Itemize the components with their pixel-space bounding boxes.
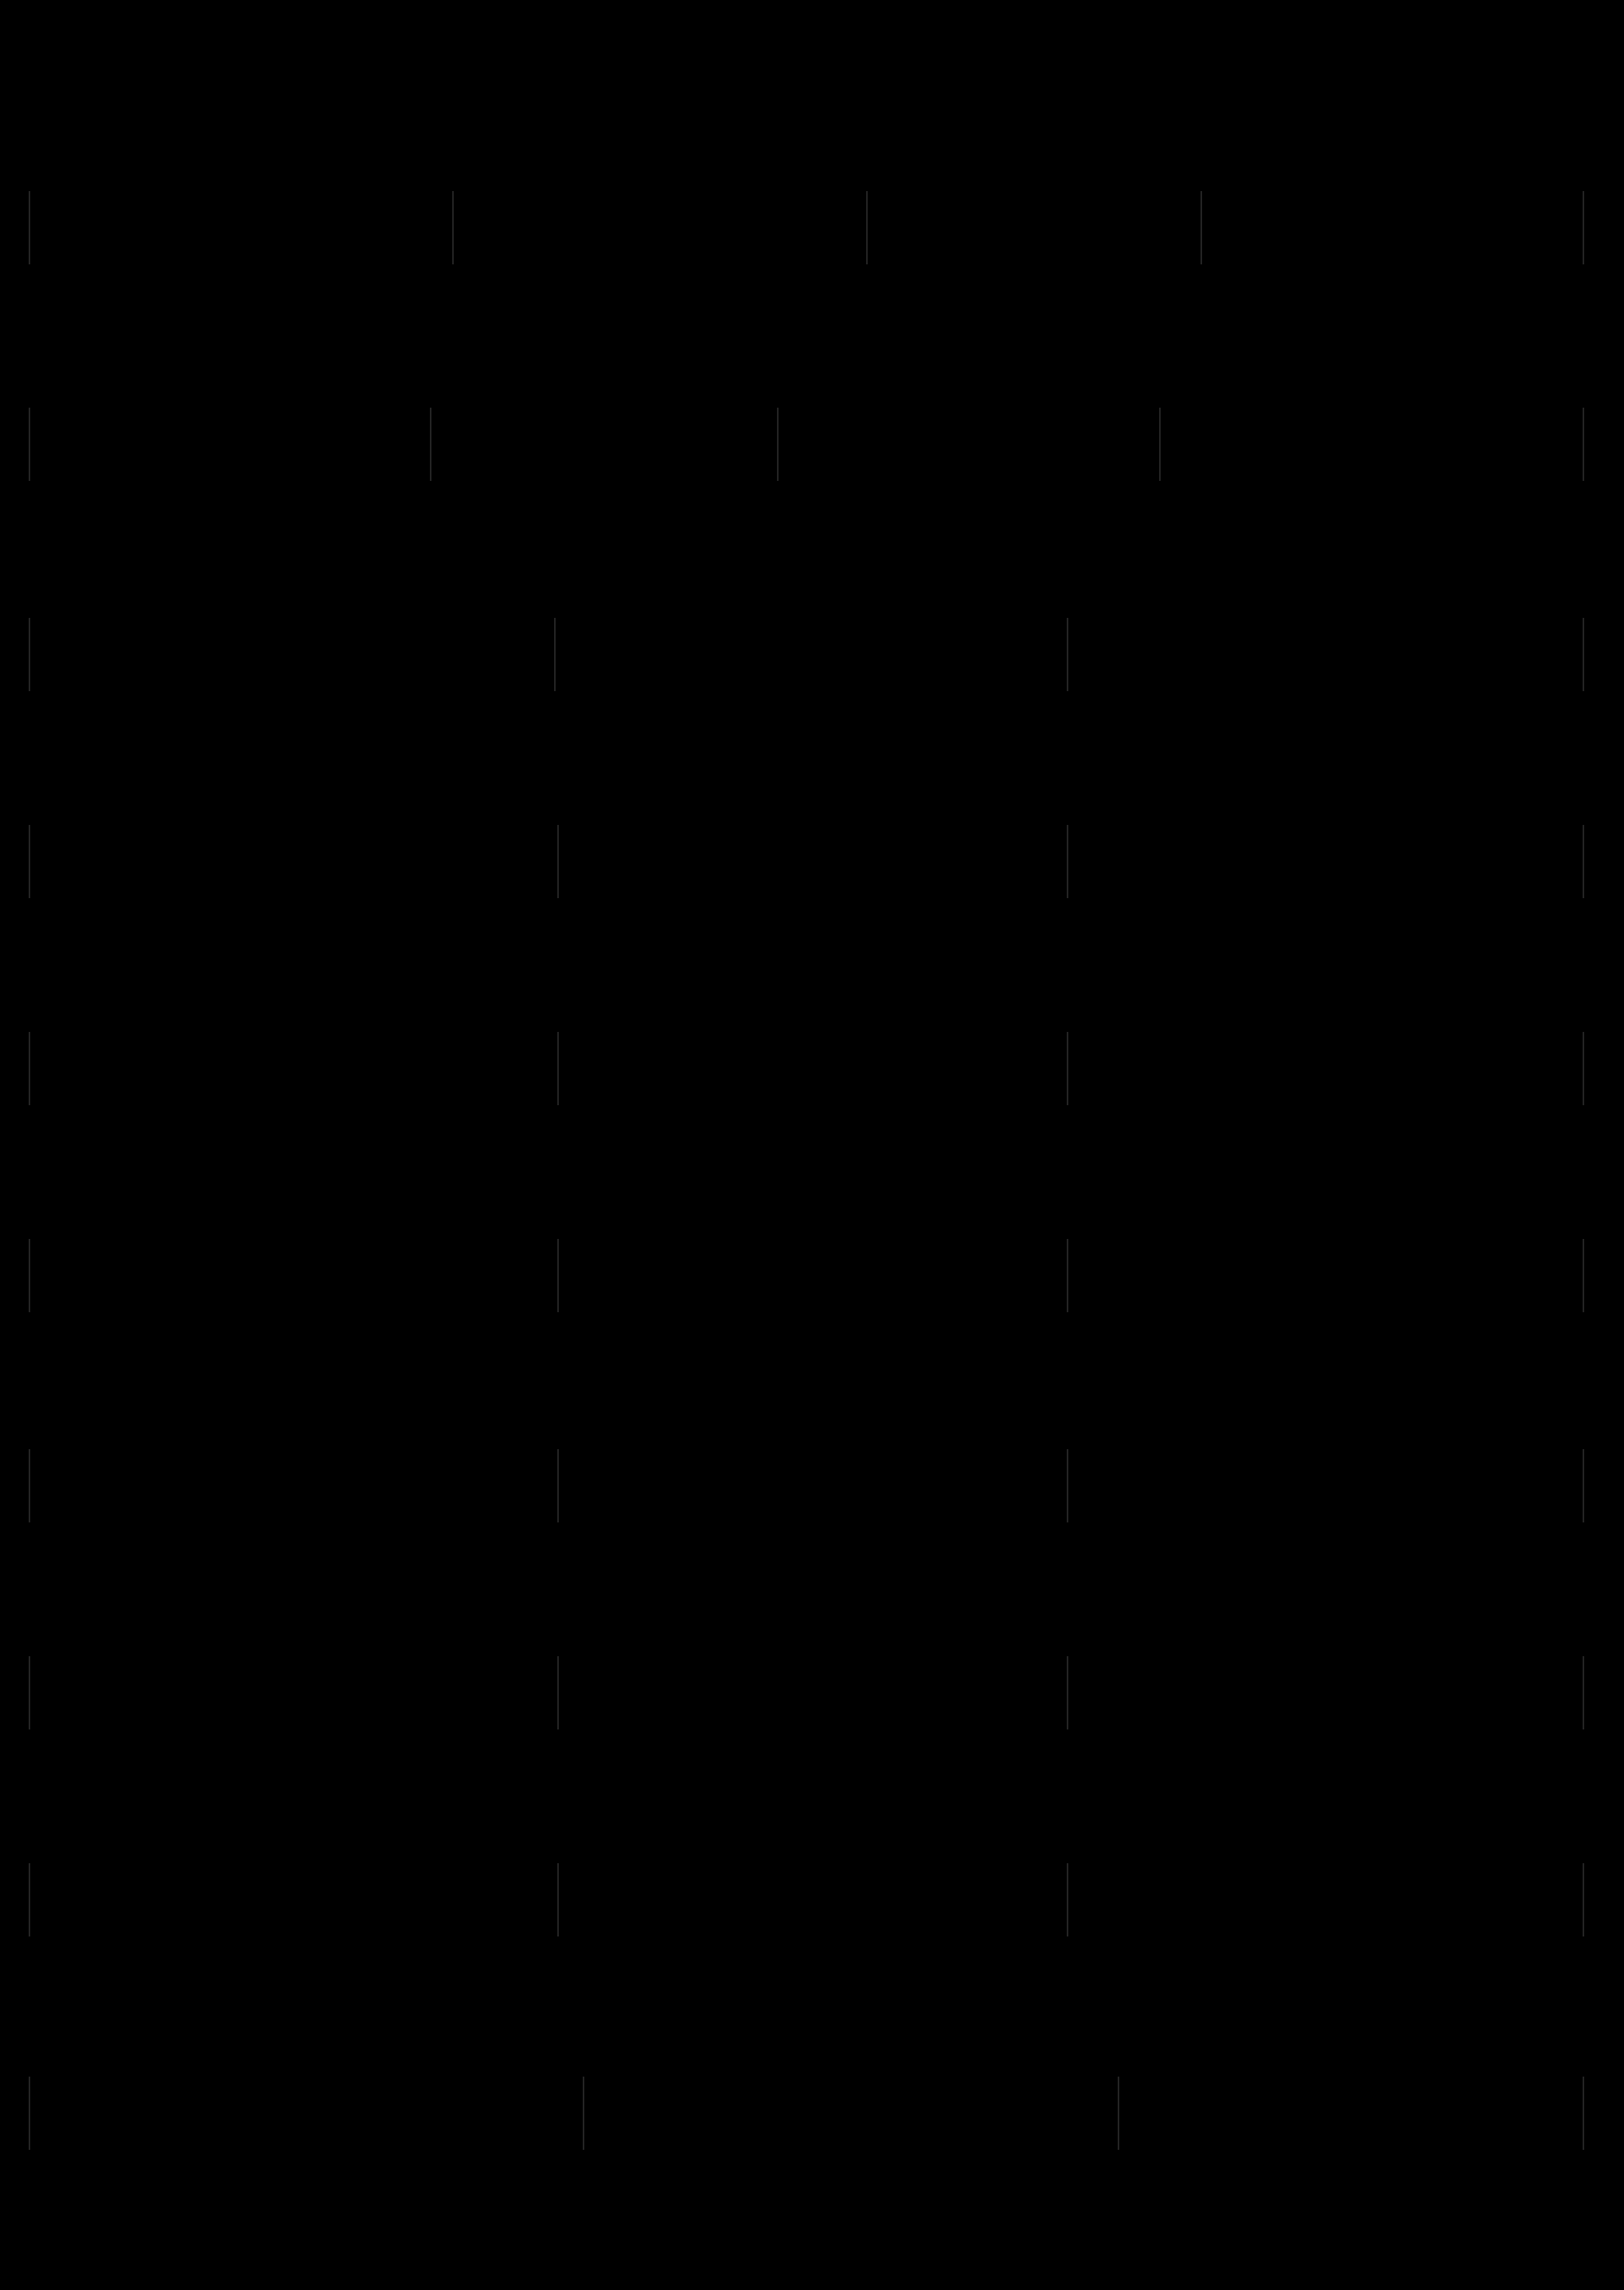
cell-separator	[557, 825, 559, 898]
cell-separator	[1067, 1656, 1068, 1729]
cell-separator	[1067, 618, 1068, 691]
cell-separator	[430, 408, 431, 481]
cell-separator	[29, 1032, 30, 1105]
cell-separator	[1583, 1863, 1584, 1936]
cell-separator	[1583, 825, 1584, 898]
cell-separator	[1583, 618, 1584, 691]
cell-separator	[557, 1656, 559, 1729]
cell-separator	[29, 618, 30, 691]
cell-separator	[557, 1239, 559, 1312]
cell-separator	[557, 1449, 559, 1522]
cell-separator	[1583, 191, 1584, 264]
cell-separator	[29, 1239, 30, 1312]
cell-separator	[1067, 1032, 1068, 1105]
cell-separator	[29, 1449, 30, 1522]
cell-separator	[452, 191, 454, 264]
cell-separator	[583, 2077, 584, 2150]
cell-separator	[1583, 2077, 1584, 2150]
cell-separator	[29, 408, 30, 481]
cell-separator	[29, 2077, 30, 2150]
cell-separator	[1583, 1656, 1584, 1729]
cell-separator	[1583, 408, 1584, 481]
cell-separator	[1583, 1032, 1584, 1105]
cell-separator	[1067, 1863, 1068, 1936]
cell-separator	[1118, 2077, 1119, 2150]
cell-separator	[1159, 408, 1161, 481]
cell-separator	[777, 408, 779, 481]
cell-separator	[1067, 1239, 1068, 1312]
cell-separator	[1583, 1449, 1584, 1522]
cell-separator	[557, 1863, 559, 1936]
cell-separator	[554, 618, 556, 691]
cell-separator	[1583, 1239, 1584, 1312]
cell-separator	[557, 1032, 559, 1105]
cell-separator	[29, 191, 30, 264]
cell-separator	[29, 1656, 30, 1729]
cell-separator	[1067, 825, 1068, 898]
cell-separator	[1067, 1449, 1068, 1522]
cell-separator	[1200, 191, 1202, 264]
cell-separator	[29, 1863, 30, 1936]
cell-separator	[29, 825, 30, 898]
cell-separator	[866, 191, 868, 264]
